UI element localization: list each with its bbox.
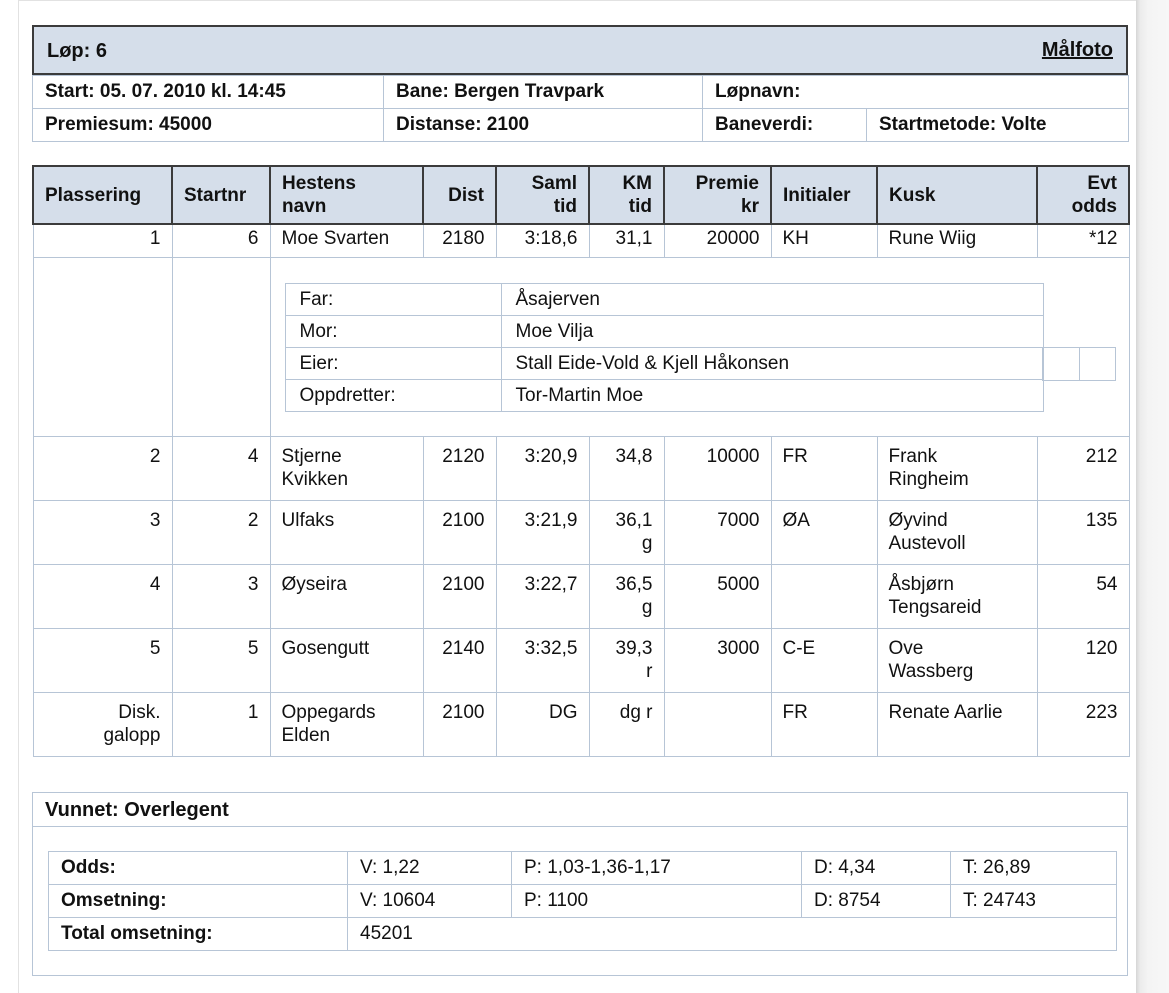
- summary-divider: [33, 826, 1127, 827]
- cell-driver-line-1: Øyvind: [888, 510, 948, 531]
- col-horse-line-1: Hestens: [282, 173, 356, 194]
- cell-driver: [877, 565, 1037, 629]
- cell-odds: *12: [1037, 224, 1129, 258]
- race-name: Løpnavn:: [703, 76, 1129, 109]
- track-value: Baneverdi:: [703, 109, 867, 142]
- race-distance: Distanse: 2100: [384, 109, 703, 142]
- table-row: [33, 501, 1129, 565]
- turnover-d: D: 8754: [802, 885, 951, 918]
- odds-v: V: 1,22: [348, 852, 512, 885]
- cell-dist: 2100: [423, 693, 496, 757]
- odds-d: D: 4,34: [802, 852, 951, 885]
- cell-startnr: 6: [172, 224, 270, 258]
- pedigree-label: Oppdretter:: [285, 380, 501, 412]
- cell-odds: 135: [1037, 501, 1129, 565]
- pedigree-value: Stall Eide-Vold & Kjell Håkonsen: [501, 348, 1043, 380]
- total-turnover-value: 45201: [348, 918, 1117, 951]
- cell-total-time: 3:20,9: [496, 437, 589, 501]
- cell-horse: Gosengutt: [270, 629, 423, 693]
- col-driver: Kusk: [877, 166, 1037, 224]
- cell-total-time: 3:21,9: [496, 501, 589, 565]
- cell-km-time: [589, 501, 664, 565]
- cell-initials: ØA: [771, 501, 877, 565]
- col-dist: Dist: [423, 166, 496, 224]
- col-placement: Plassering: [33, 166, 172, 224]
- cell-placement: 3: [33, 501, 172, 565]
- cell-placement: 1: [33, 224, 172, 258]
- cell-driver: Renate Aarlie: [877, 693, 1037, 757]
- cell-placement: 5: [33, 629, 172, 693]
- cell-driver-line-1: Frank: [888, 446, 938, 467]
- cell-driver: [877, 629, 1037, 693]
- cell-initials: FR: [771, 437, 877, 501]
- page-frame-left: [18, 0, 19, 993]
- cell-odds: 120: [1037, 629, 1129, 693]
- col-km-time-line-1: KM: [622, 173, 652, 194]
- col-prize-line-1: Premie: [695, 173, 759, 194]
- cell-startnr: 4: [172, 437, 270, 501]
- col-odds-line-1: Evt: [1087, 173, 1117, 194]
- page-frame-top: [18, 0, 1136, 1]
- cell-driver-line-2: Wassberg: [888, 661, 974, 682]
- table-row: [33, 693, 1129, 757]
- cell-driver: [877, 501, 1037, 565]
- cell-km-time-line-1: 39,3: [615, 638, 653, 659]
- turnover-row: [49, 885, 1117, 918]
- pedigree-spacer-2: [172, 258, 270, 437]
- race-purse: Premiesum: 45000: [33, 109, 384, 142]
- col-odds: [1037, 166, 1129, 224]
- cell-total-time: 3:32,5: [496, 629, 589, 693]
- cell-placement: 4: [33, 565, 172, 629]
- cell-km-time: [589, 629, 664, 693]
- turnover-t: T: 24743: [951, 885, 1117, 918]
- col-total-time: [496, 166, 589, 224]
- pedigree-label: Eier:: [285, 348, 501, 380]
- cell-km-time-line-2: r: [646, 661, 653, 682]
- pedigree-label: Mor:: [285, 316, 501, 348]
- cell-driver-line-2: Austevoll: [888, 533, 966, 554]
- race-start: Start: 05. 07. 2010 kl. 14:45: [33, 76, 384, 109]
- cell-placement-line-2: galopp: [103, 725, 161, 746]
- cell-horse-line-2: Kvikken: [281, 469, 349, 490]
- cell-prize: 5000: [664, 565, 771, 629]
- pedigree-value: Åsajerven: [501, 284, 1043, 316]
- odds-t: T: 26,89: [951, 852, 1117, 885]
- cell-km-time-line-1: 36,5: [615, 574, 653, 595]
- page-shadow: [1136, 0, 1169, 993]
- cell-km-time: 31,1: [589, 224, 664, 258]
- cell-horse: [270, 693, 423, 757]
- pedigree-extra-cell: [1043, 348, 1080, 381]
- pedigree-spacer-1: [33, 258, 172, 437]
- cell-dist: 2100: [423, 501, 496, 565]
- pedigree-row-sire: [285, 284, 1043, 316]
- cell-horse: Ulfaks: [270, 501, 423, 565]
- cell-startnr: 1: [172, 693, 270, 757]
- cell-prize: 7000: [664, 501, 771, 565]
- table-row: [33, 224, 1129, 258]
- cell-startnr: 2: [172, 501, 270, 565]
- cell-prize: 10000: [664, 437, 771, 501]
- odds-label: Odds:: [49, 852, 348, 885]
- pedigree-value: Moe Vilja: [501, 316, 1043, 348]
- col-horse: [270, 166, 423, 224]
- odds-p: P: 1,03-1,36-1,17: [512, 852, 802, 885]
- cell-placement: [33, 693, 172, 757]
- turnover-label: Omsetning:: [49, 885, 348, 918]
- cell-startnr: 5: [172, 629, 270, 693]
- cell-dist: 2100: [423, 565, 496, 629]
- pedigree-extra-cells: [1042, 347, 1116, 381]
- cell-horse-line-2: Elden: [281, 725, 331, 746]
- cell-km-time: [589, 565, 664, 629]
- col-total-time-line-1: Saml: [531, 173, 577, 194]
- won-by: Vunnet: Overlegent: [45, 799, 229, 821]
- total-turnover-label: Total omsetning:: [49, 918, 348, 951]
- cell-driver: Rune Wiig: [877, 224, 1037, 258]
- turnover-v: V: 10604: [348, 885, 512, 918]
- race-info-table: [32, 75, 1129, 142]
- turnover-p: P: 1100: [512, 885, 802, 918]
- finish-photo-link[interactable]: Målfoto: [1041, 39, 1113, 61]
- pedigree-row-breeder: [285, 380, 1043, 412]
- cell-prize: 20000: [664, 224, 771, 258]
- cell-horse: [270, 437, 423, 501]
- cell-prize: [664, 693, 771, 757]
- cell-driver-line-1: Ove: [888, 638, 924, 659]
- cell-initials: [771, 565, 877, 629]
- cell-km-time: dg r: [589, 693, 664, 757]
- table-row: [33, 629, 1129, 693]
- results-table: [32, 165, 1130, 757]
- cell-driver-line-2: Ringheim: [888, 469, 969, 490]
- table-row: [33, 565, 1129, 629]
- cell-driver: [877, 437, 1037, 501]
- race-track: Bane: Bergen Travpark: [384, 76, 703, 109]
- cell-km-time-line-2: g: [641, 533, 653, 554]
- cell-dist: 2180: [423, 224, 496, 258]
- total-turnover-row: [49, 918, 1117, 951]
- pedigree-extra-cell: [1079, 348, 1116, 381]
- cell-total-time: 3:22,7: [496, 565, 589, 629]
- cell-horse-line-1: Stjerne: [281, 446, 342, 467]
- pedigree-row-dam: [285, 316, 1043, 348]
- start-method: Startmetode: Volte: [867, 109, 1129, 142]
- pedigree-value: Tor-Martin Moe: [501, 380, 1043, 412]
- cell-km-time: 34,8: [589, 437, 664, 501]
- col-km-time: [589, 166, 664, 224]
- cell-horse: Øyseira: [270, 565, 423, 629]
- race-header-bar: [32, 25, 1128, 75]
- col-prize: [664, 166, 771, 224]
- cell-total-time: DG: [496, 693, 589, 757]
- cell-initials: FR: [771, 693, 877, 757]
- pedigree-cell: [270, 258, 1129, 437]
- cell-prize: 3000: [664, 629, 771, 693]
- cell-km-time-line-2: g: [641, 597, 653, 618]
- cell-dist: 2140: [423, 629, 496, 693]
- cell-odds: 54: [1037, 565, 1129, 629]
- pedigree-label: Far:: [285, 284, 501, 316]
- col-prize-line-2: kr: [741, 196, 759, 217]
- odds-table: [48, 851, 1117, 951]
- cell-driver-line-2: Tengsareid: [888, 597, 982, 618]
- cell-initials: C-E: [771, 629, 877, 693]
- col-total-time-line-2: tid: [553, 196, 577, 217]
- results-header-row: [33, 166, 1129, 224]
- cell-odds: 212: [1037, 437, 1129, 501]
- table-row: [33, 437, 1129, 501]
- cell-total-time: 3:18,6: [496, 224, 589, 258]
- cell-driver-line-1: Åsbjørn: [888, 574, 954, 595]
- cell-km-time-line-1: 36,1: [615, 510, 653, 531]
- cell-placement-line-1: Disk.: [118, 702, 161, 723]
- cell-odds: 223: [1037, 693, 1129, 757]
- cell-dist: 2120: [423, 437, 496, 501]
- pedigree-table: [285, 283, 1044, 412]
- col-odds-line-2: odds: [1071, 196, 1117, 217]
- col-km-time-line-2: tid: [628, 196, 652, 217]
- cell-horse-line-1: Oppegards: [281, 702, 376, 723]
- cell-initials: KH: [771, 224, 877, 258]
- race-number: Løp: 6: [47, 40, 107, 62]
- odds-row: [49, 852, 1117, 885]
- col-horse-line-2: navn: [282, 196, 327, 217]
- col-startnr: Startnr: [172, 166, 270, 224]
- pedigree-row: [33, 258, 1129, 437]
- cell-placement: 2: [33, 437, 172, 501]
- pedigree-row-owner: [285, 348, 1043, 380]
- col-initials: Initialer: [771, 166, 877, 224]
- cell-horse: Moe Svarten: [270, 224, 423, 258]
- cell-startnr: 3: [172, 565, 270, 629]
